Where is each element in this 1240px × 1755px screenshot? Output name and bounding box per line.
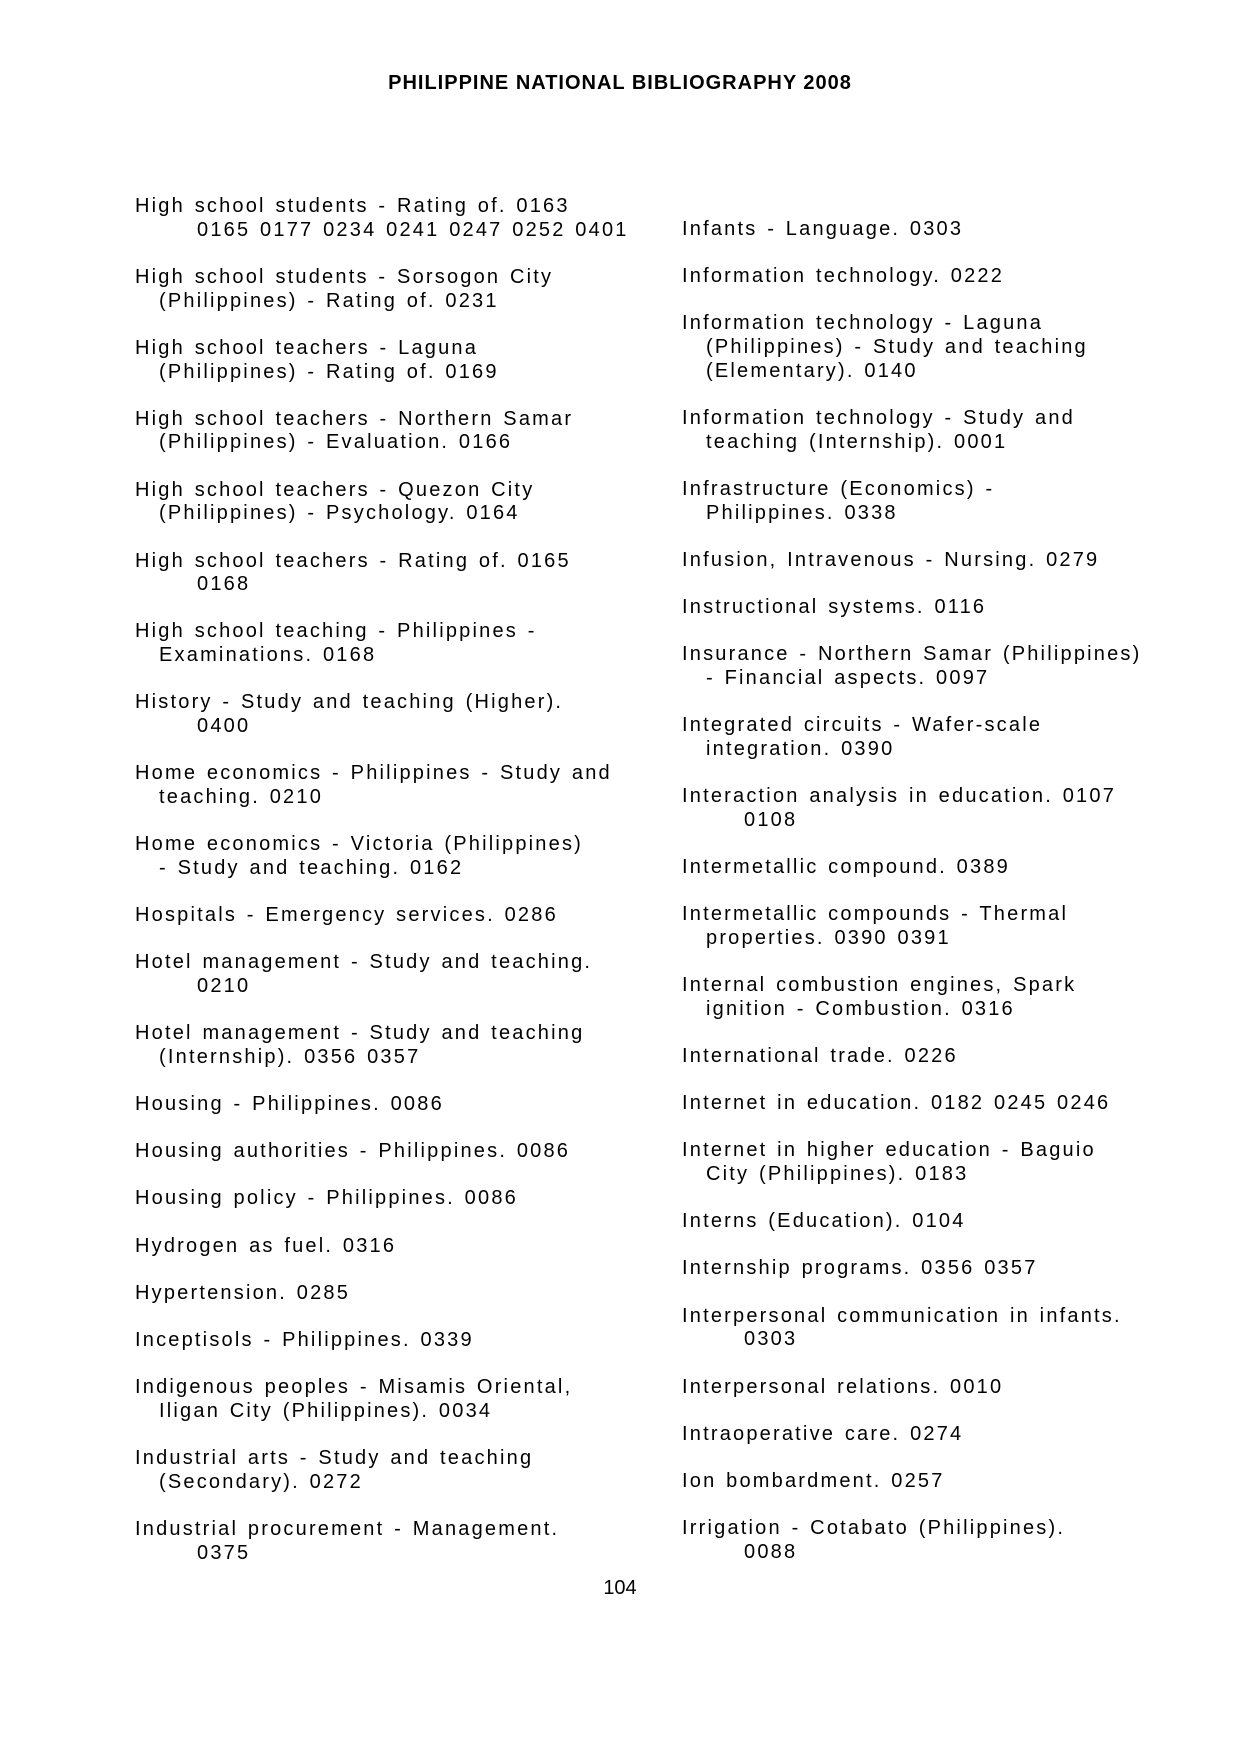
index-entry	[135, 479, 655, 526]
entry-heading: Inceptisols - Philippines. 0339	[135, 1329, 474, 1352]
entry-continuation: (Philippines) - Evaluation. 0166	[159, 431, 513, 454]
entry-heading: Indigenous peoples - Misamis Oriental,	[135, 1376, 573, 1399]
index-entry	[682, 1305, 1212, 1352]
entry-heading: Hospitals - Emergency services. 0286	[135, 904, 558, 927]
entry-continuation: 0375	[197, 1541, 251, 1564]
page-title: PHILIPPINE NATIONAL BIBLIOGRAPHY 2008	[388, 72, 852, 94]
entry-heading: High school students - Sorsogon City	[135, 265, 554, 288]
entry-heading: Hotel management - Study and teaching	[135, 1022, 585, 1045]
entry-continuation: (Internship). 0356 0357	[159, 1045, 421, 1068]
index-entry	[135, 1376, 655, 1423]
entry-heading: Hotel management - Study and teaching.	[135, 951, 593, 974]
entry-continuation: (Elementary). 0140	[706, 359, 918, 382]
index-entry	[682, 312, 1212, 383]
index-entry	[135, 1235, 655, 1259]
entry-continuation: ignition - Combustion. 0316	[706, 997, 1015, 1020]
entry-heading: Housing - Philippines. 0086	[135, 1093, 444, 1116]
entry-heading: Infrastructure (Economics) -	[682, 477, 995, 500]
index-entry	[682, 856, 1212, 880]
index-entry	[135, 951, 655, 998]
index-entry	[682, 1257, 1212, 1281]
index-entry	[682, 903, 1212, 950]
index-entry	[135, 1093, 655, 1117]
entry-heading: Home economics - Victoria (Philippines)	[135, 833, 584, 856]
index-entry	[135, 266, 655, 313]
entry-heading: High school teachers - Northern Samar	[135, 407, 574, 430]
index-entry	[135, 195, 655, 242]
index-entry	[135, 1518, 655, 1565]
entry-continuation: 0108	[744, 808, 798, 831]
entry-heading: Infusion, Intravenous - Nursing. 0279	[682, 548, 1100, 571]
entry-continuation: 0168	[197, 573, 251, 596]
entry-continuation: Iligan City (Philippines). 0034	[159, 1400, 493, 1422]
index-entry	[682, 1470, 1212, 1494]
entry-continuation: 0400	[197, 715, 251, 738]
entry-heading: Infants - Language. 0303	[682, 218, 964, 240]
entry-heading: Internet in higher education - Baguio	[682, 1139, 1096, 1162]
entry-heading: Information technology. 0222	[682, 265, 1005, 288]
index-entry	[682, 478, 1212, 525]
entry-heading: Ion bombardment. 0257	[682, 1470, 945, 1492]
entry-heading: Internal combustion engines, Spark	[682, 974, 1077, 997]
index-entry	[682, 218, 1212, 242]
index-entry	[682, 1423, 1212, 1447]
entry-heading: High school teachers - Laguna	[135, 336, 479, 359]
index-entry	[682, 596, 1212, 620]
index-entry	[682, 1139, 1212, 1186]
entry-heading: International trade. 0226	[682, 1044, 958, 1067]
index-entry	[135, 550, 655, 597]
entry-continuation: (Philippines) - Rating of. 0169	[159, 360, 499, 383]
entry-continuation: (Philippines) - Rating of. 0231	[159, 289, 499, 312]
entry-continuation: Philippines. 0338	[706, 501, 898, 524]
entry-heading: High school teachers - Rating of. 0165	[135, 549, 571, 572]
index-entry	[135, 1282, 655, 1306]
index-entry	[135, 620, 655, 667]
index-entry	[682, 1045, 1212, 1069]
entry-continuation: teaching (Internship). 0001	[706, 430, 1008, 453]
index-entry	[135, 408, 655, 455]
index-entry	[135, 337, 655, 384]
entry-continuation: Examinations. 0168	[159, 644, 377, 667]
entry-continuation: properties. 0390 0391	[706, 926, 951, 949]
index-entry	[135, 904, 655, 928]
index-entry	[135, 1022, 655, 1069]
entry-heading: Interpersonal communication in infants.	[682, 1304, 1122, 1327]
entry-continuation: integration. 0390	[706, 737, 895, 760]
index-entry	[135, 1447, 655, 1494]
index-entry	[682, 1210, 1212, 1234]
entry-heading: Industrial arts - Study and teaching	[135, 1447, 534, 1470]
index-entry	[682, 714, 1212, 761]
entry-continuation: (Philippines) - Psychology. 0164	[159, 502, 520, 525]
entry-continuation: - Study and teaching. 0162	[159, 856, 464, 879]
entry-continuation: 0088	[744, 1540, 798, 1563]
index-entry	[135, 833, 655, 880]
entry-continuation: 0303	[744, 1328, 798, 1351]
entry-heading: Hypertension. 0285	[135, 1281, 351, 1304]
entry-heading: Intermetallic compound. 0389	[682, 855, 1010, 878]
entry-heading: Home economics - Philippines - Study and	[135, 762, 612, 785]
entry-heading: Instructional systems. 0116	[682, 596, 987, 619]
page-number: 104	[603, 1577, 637, 1599]
index-column-right	[682, 218, 1212, 1588]
index-entry	[135, 1187, 655, 1211]
entry-heading: Intraoperative care. 0274	[682, 1422, 964, 1445]
index-entry	[682, 974, 1212, 1021]
index-entry	[135, 1329, 655, 1353]
entry-heading: High school teaching - Philippines -	[135, 620, 537, 643]
entry-heading: Housing policy - Philippines. 0086	[135, 1187, 518, 1210]
index-entry	[135, 1140, 655, 1164]
entry-heading: Housing authorities - Philippines. 0086	[135, 1140, 571, 1163]
entry-heading: History - Study and teaching (Higher).	[135, 691, 564, 714]
index-entry	[135, 762, 655, 809]
index-entry	[682, 407, 1212, 454]
entry-heading: Internship programs. 0356 0357	[682, 1257, 1038, 1280]
entry-heading: Insurance - Northern Samar (Philippines)	[682, 643, 1142, 666]
entry-continuation: teaching. 0210	[159, 785, 324, 808]
entry-heading: Industrial procurement - Management.	[135, 1518, 560, 1541]
index-entry	[135, 691, 655, 738]
index-column-left	[135, 195, 655, 1589]
entry-continuation: 0210	[197, 974, 251, 997]
entry-heading: Information technology - Study and	[682, 407, 1075, 430]
entry-continuation: (Secondary). 0272	[159, 1470, 363, 1493]
entry-heading: Interns (Education). 0104	[682, 1210, 966, 1233]
entry-heading: Integrated circuits - Wafer-scale	[682, 714, 1043, 737]
entry-heading: Irrigation - Cotabato (Philippines).	[682, 1517, 1066, 1540]
index-entry	[682, 785, 1212, 832]
entry-continuation: City (Philippines). 0183	[706, 1163, 969, 1186]
entry-heading: Information technology - Laguna	[682, 312, 1044, 335]
index-entry	[682, 549, 1212, 573]
index-entry	[682, 1092, 1212, 1116]
entry-heading: High school students - Rating of. 0163	[135, 195, 570, 217]
entry-heading: Interaction analysis in education. 0107	[682, 785, 1117, 808]
index-entry	[682, 643, 1212, 690]
entry-heading: Interpersonal relations. 0010	[682, 1375, 1004, 1398]
entry-heading: Intermetallic compounds - Thermal	[682, 903, 1069, 926]
index-entry	[682, 1376, 1212, 1400]
index-entry	[682, 265, 1212, 289]
entry-heading: High school teachers - Quezon City	[135, 478, 535, 501]
entry-heading: Hydrogen as fuel. 0316	[135, 1234, 397, 1257]
entry-continuation: (Philippines) - Study and teaching	[706, 336, 1088, 359]
entry-continuation: 0165 0177 0234 0241 0247 0252 0401	[197, 218, 629, 241]
index-entry	[682, 1517, 1212, 1564]
entry-continuation: - Financial aspects. 0097	[706, 666, 990, 689]
entry-heading: Internet in education. 0182 0245 0246	[682, 1092, 1111, 1115]
